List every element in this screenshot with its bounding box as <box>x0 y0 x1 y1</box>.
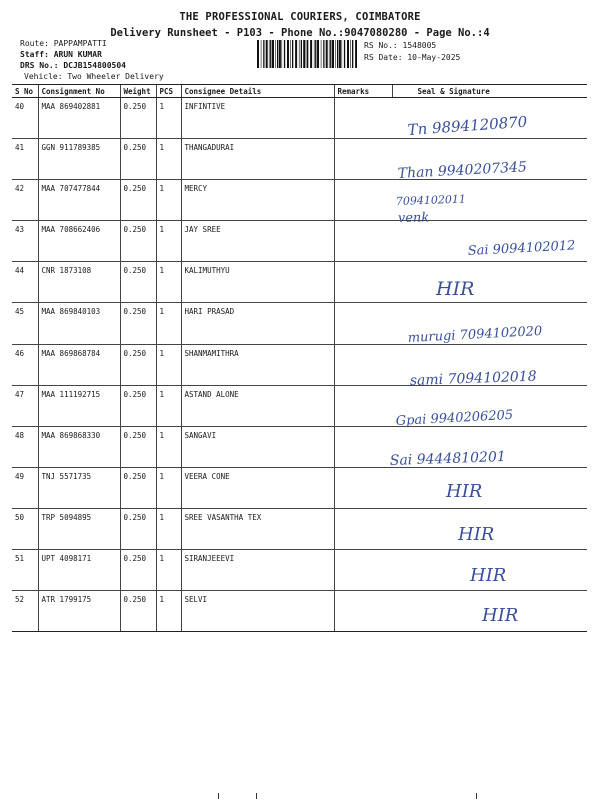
sno-cell: 46 <box>12 344 38 385</box>
table-row <box>12 426 587 467</box>
weight-cell: 0.250 <box>120 426 156 467</box>
table-row <box>12 98 587 139</box>
consignment-no-cell: TNJ 5571735 <box>38 467 120 508</box>
runsheet-table <box>12 84 587 632</box>
consignee-cell: SELVI <box>181 591 334 632</box>
signature-cell <box>392 344 587 385</box>
runsheet-title: Delivery Runsheet - P103 - Phone No.:9047080280 - Page No.:4 <box>110 27 490 39</box>
consignment-no-cell: MAA 869868330 <box>38 426 120 467</box>
consignment-no-cell: MAA 707477844 <box>38 180 120 221</box>
weight-cell: 0.250 <box>120 467 156 508</box>
sno-cell: 48 <box>12 426 38 467</box>
pcs-cell: 1 <box>156 426 181 467</box>
signature-scribble: HIR <box>446 481 483 502</box>
remarks-cell <box>334 221 392 262</box>
signature-scribble: HIR <box>436 278 475 300</box>
col-header-pcs: PCS <box>156 85 181 98</box>
consignee-cell: VEERA CONE <box>181 467 334 508</box>
remarks-cell <box>334 262 392 303</box>
sno-cell: 52 <box>12 591 38 632</box>
weight-cell: 0.250 <box>120 180 156 221</box>
consignment-no-cell: TRP 5094895 <box>38 508 120 549</box>
remarks-cell <box>334 550 392 591</box>
table-row <box>12 262 587 303</box>
signature-cell <box>392 591 587 632</box>
table-row <box>12 508 587 549</box>
consignment-no-cell: MAA 111192715 <box>38 385 120 426</box>
table-row <box>12 591 587 632</box>
consignment-no-cell: MAA 869402881 <box>38 98 120 139</box>
weight-cell: 0.250 <box>120 98 156 139</box>
signature-cell <box>389 426 587 469</box>
signature-scribble: Than 9940207345 <box>397 159 528 182</box>
drs-number: DRS No.: DCJB154800504 <box>20 61 126 70</box>
table-row <box>12 550 587 591</box>
consignee-cell: SIRANJEEEVI <box>181 550 334 591</box>
pcs-cell: 1 <box>156 221 181 262</box>
table-row <box>12 303 587 344</box>
page-edge-mark <box>218 793 219 799</box>
consignment-no-cell: UPT 4098171 <box>38 550 120 591</box>
signature-cell <box>392 262 587 303</box>
pcs-cell: 1 <box>156 385 181 426</box>
consignment-no-cell: MAA 869868784 <box>38 344 120 385</box>
pcs-cell: 1 <box>156 303 181 344</box>
consignment-no-cell: MAA 708662406 <box>38 221 120 262</box>
table-row <box>12 385 587 426</box>
consignee-cell: SREE VASANTHA TEX <box>181 508 334 549</box>
sno-cell: 43 <box>12 221 38 262</box>
consignee-cell: ASTAND ALONE <box>181 385 334 426</box>
signature-cell <box>392 385 587 426</box>
signature-scribble: venk <box>397 210 430 226</box>
signature-cell <box>392 98 587 139</box>
sno-cell: 49 <box>12 467 38 508</box>
col-header-remarks: Remarks <box>334 85 392 98</box>
table-row <box>12 180 587 221</box>
signature-cell <box>392 180 587 221</box>
sno-cell: 50 <box>12 508 38 549</box>
sno-cell: 44 <box>12 262 38 303</box>
table-row <box>12 344 587 385</box>
remarks-cell <box>334 467 392 508</box>
remarks-cell <box>334 98 392 139</box>
page-edge-mark <box>476 793 477 799</box>
pcs-cell: 1 <box>156 508 181 549</box>
table-row <box>12 467 587 508</box>
col-header-consignee: Consignee Details <box>181 85 334 98</box>
remarks-cell <box>334 344 392 385</box>
signature-scribble: HIR <box>470 565 507 586</box>
consignee-cell: SANGAVI <box>181 426 334 467</box>
signature-cell <box>392 508 587 549</box>
consignee-cell: SHANMAMITHRA <box>181 344 334 385</box>
weight-cell: 0.250 <box>120 303 156 344</box>
weight-cell: 0.250 <box>120 221 156 262</box>
page-edge-mark <box>256 793 257 799</box>
weight-cell: 0.250 <box>120 550 156 591</box>
remarks-cell <box>334 139 392 180</box>
weight-cell: 0.250 <box>120 262 156 303</box>
signature-cell <box>392 221 587 262</box>
route-label: Route: PAPPAMPATTI <box>20 39 107 48</box>
vehicle-label: Vehicle: Two Wheeler Delivery <box>24 72 164 81</box>
weight-cell: 0.250 <box>120 508 156 549</box>
pcs-cell: 1 <box>156 467 181 508</box>
col-header-sno: S No <box>12 85 38 98</box>
consignee-cell: JAY SREE <box>181 221 334 262</box>
weight-cell: 0.250 <box>120 139 156 180</box>
consignee-cell: KALIMUTHYU <box>181 262 334 303</box>
consignment-no-cell: CNR 1873108 <box>38 262 120 303</box>
table-header-row <box>12 85 587 98</box>
signature-cell <box>392 550 587 591</box>
rs-date: RS Date: 10-May-2025 <box>364 53 461 62</box>
company-name: THE PROFESSIONAL COURIERS, COIMBATORE <box>179 11 421 23</box>
consignee-cell: HARI PRASAD <box>181 303 334 344</box>
weight-cell: 0.250 <box>120 385 156 426</box>
remarks-cell <box>334 508 392 549</box>
signature-scribble: Tn 9894120870 <box>407 112 528 139</box>
sno-cell: 47 <box>12 385 38 426</box>
consignee-cell: INFINTIVE <box>181 98 334 139</box>
barcode-icon <box>257 40 357 68</box>
weight-cell: 0.250 <box>120 344 156 385</box>
signature-scribble: 7094102011 <box>395 192 467 208</box>
table-row <box>12 139 587 180</box>
sno-cell: 42 <box>12 180 38 221</box>
signature-cell <box>392 467 587 508</box>
rs-number: RS No.: 1548005 <box>364 41 437 50</box>
table-row <box>12 221 587 262</box>
remarks-cell <box>334 303 392 344</box>
consignee-cell: THANGADURAI <box>181 139 334 180</box>
signature-scribble: HIR <box>482 605 519 626</box>
sno-cell: 45 <box>12 303 38 344</box>
consignment-no-cell: GGN 911789385 <box>38 139 120 180</box>
pcs-cell: 1 <box>156 98 181 139</box>
signature-scribble: HIR <box>458 524 495 545</box>
consignee-cell: MERCY <box>181 180 334 221</box>
consignment-no-cell: MAA 869840103 <box>38 303 120 344</box>
signature-scribble: Sai 9094102012 <box>467 238 576 259</box>
signature-scribble: Gpai 9940206205 <box>395 407 514 429</box>
staff-label: Staff: ARUN KUMAR <box>20 50 102 59</box>
remarks-cell <box>334 426 392 467</box>
pcs-cell: 1 <box>156 262 181 303</box>
signature-cell <box>392 303 587 344</box>
pcs-cell: 1 <box>156 139 181 180</box>
sno-cell: 41 <box>12 139 38 180</box>
sno-cell: 40 <box>12 98 38 139</box>
consignment-no-cell: ATR 1799175 <box>38 591 120 632</box>
col-header-weight: Weight <box>120 85 156 98</box>
col-header-consignment: Consignment No <box>38 85 120 98</box>
pcs-cell: 1 <box>156 344 181 385</box>
col-header-signature: Seal & Signature <box>392 85 587 98</box>
signature-scribble: sami 7094102018 <box>409 368 537 389</box>
weight-cell: 0.250 <box>120 591 156 632</box>
remarks-cell <box>334 591 392 632</box>
signature-scribble: Sai 9444810201 <box>389 448 507 469</box>
pcs-cell: 1 <box>156 180 181 221</box>
remarks-cell <box>334 385 392 426</box>
pcs-cell: 1 <box>156 550 181 591</box>
signature-scribble: murugi 7094102020 <box>407 323 543 346</box>
signature-cell <box>392 139 587 180</box>
remarks-cell <box>334 180 392 221</box>
pcs-cell: 1 <box>156 591 181 632</box>
sno-cell: 51 <box>12 550 38 591</box>
